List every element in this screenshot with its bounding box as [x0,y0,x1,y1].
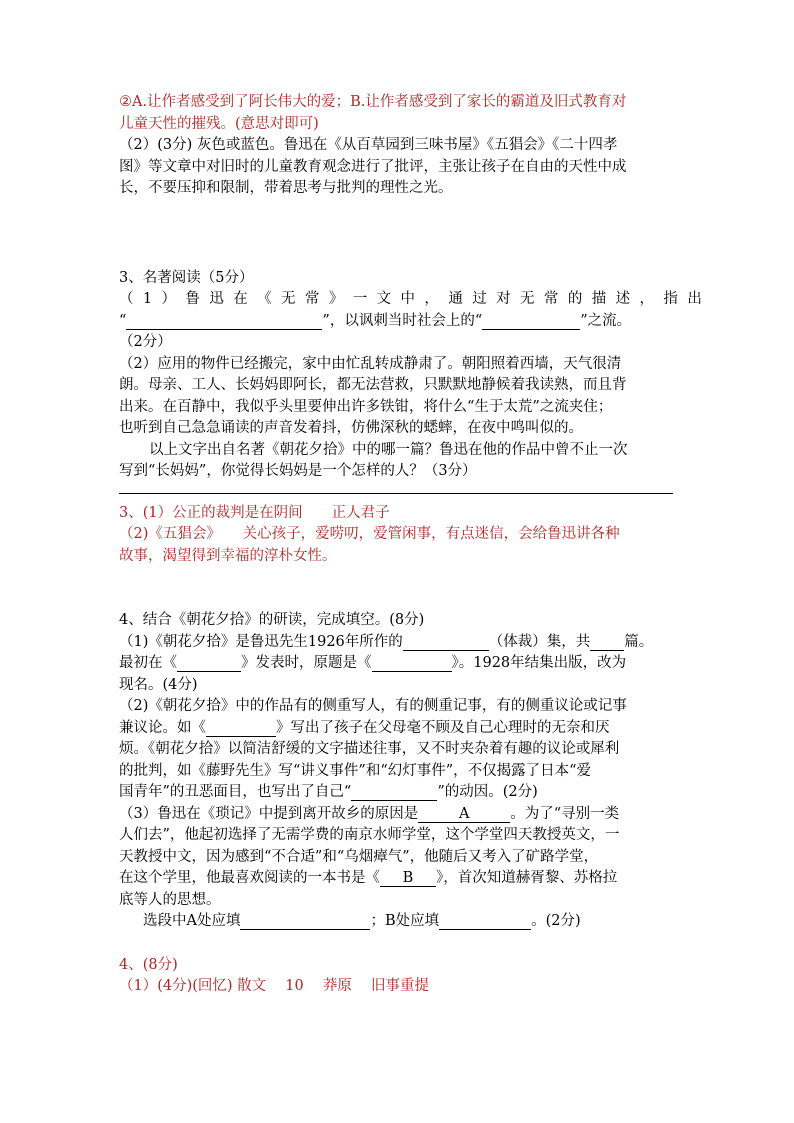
question-text: ”的动因。(2分) [437,784,538,800]
question-3 [119,268,712,503]
question-line [119,782,679,804]
answer-block-previous [119,92,679,200]
question-heading: 4、结合《朝花夕拾》的研读，完成填空。(8分) [119,612,425,628]
question-line: 写到“长妈妈”，你觉得长妈妈是一个怎样的人？（3分） [119,463,477,479]
question-text: 》写出了孩子在父母毫不顾及自己心理时的无奈和厌 [276,719,610,736]
answer-text: 正人君子 [331,504,390,521]
question-line [119,311,679,333]
blank-field[interactable] [240,914,370,930]
question-line [119,911,679,933]
question-text: 选段中A处应填 [143,913,241,929]
question-text: 》发表时，原题是《 [241,655,372,671]
quote-open: “ [119,312,127,329]
question-heading: 3、名著阅读（5分） [119,269,254,286]
answer-text: 长，不要压抑和限制，带着思考与批判的理性之光。 [119,180,453,196]
question-text: ”，以讽刺当时社会上的“ [322,312,483,329]
question-line [119,804,679,826]
answer-line [119,524,679,546]
answer-label: 3、(1）公正的裁判是在阴间 [119,504,303,521]
question-line: 也听到自己急急诵读的声音发着抖，仿佛深秋的蟋蟀，在夜中鸣叫似的。 [119,420,583,436]
answer-line [119,135,679,157]
question-line: （1）鲁迅在《无常》一文中，通过对无常的描述，指出 [119,291,712,307]
blank-field[interactable] [372,656,452,672]
blank-field[interactable] [403,635,489,651]
question-line [119,653,679,675]
blank-field[interactable] [590,635,624,651]
blank-field[interactable] [351,785,437,801]
blank-field-b[interactable]: B [380,871,436,887]
question-text: 。(2分) [531,913,581,929]
question-line: 出来。在百静中，我似乎头里要伸出许多铁钳，将什么“生于太荒”之流夹住； [119,398,613,415]
question-line: 天教授中文，因为感到“不合适”和“乌烟瘴气”，他随后又考入了矿路学堂， [119,848,599,865]
question-line: （2）应用的物件已经搬完，家中由忙乱转成静肃了。朝阳照着西墙，天气很清 [119,355,622,372]
question-text: 》，首次知道赫胥黎、苏格拉 [436,870,618,886]
answer-line [119,503,679,525]
question-line: 底等人的思想。 [119,891,221,908]
answer-rule-line[interactable] [119,493,673,503]
question-text: （3）鲁迅在《琐记》中提到离开故乡的原因是 [119,805,419,822]
question-line: 以上文字出自名著《朝花夕拾》中的哪一篇？鲁迅在他的作品中曾不止一次 [149,441,628,458]
answer-line: （1）(4分)(回忆) 散文 10 莽原 旧事重提 [119,978,429,994]
answer-text: 图》等文章中对旧时的儿童教育观念进行了批评，主张让孩子在自由的天性中成 [119,158,627,175]
answer-line: ②A.让作者感受到了阿长伟大的爱；B.让作者感受到了家长的霸道及旧式教育对 [119,94,627,110]
blank-field[interactable] [439,914,531,930]
answer-label: （2)《五猖会》 [119,526,221,542]
question-text: 》。1928年结集出版，改为 [451,655,627,671]
answer-heading: 4、(8分) [119,956,178,973]
question-text: 最初在《 [119,655,177,671]
answer-text: （2）(3分) 灰色或蓝色。鲁迅在《从百草园到三味书屋》《五猖会》《二十四孝 [119,137,618,153]
question-line [119,868,679,890]
question-line: 朗。母亲、工人、长妈妈即阿长，都无法营救，只默默地静候着我读熟，而且背 [119,377,627,393]
blank-field[interactable] [206,721,276,737]
question-line: 的批判，如《藤野先生》写“讲义事件”和“幻灯事件”，不仅揭露了日本“爱 [119,762,592,779]
blank-field-a[interactable]: A [418,807,510,823]
answer-line: 儿童天性的摧残。(意思对即可) [119,115,319,132]
answer-line [119,178,679,200]
answer-block-3 [119,503,679,568]
question-text: 兼议论。如《 [119,719,206,736]
document-page [119,92,712,998]
question-text: （体裁）集，共 [488,633,591,650]
question-text: 篇。 [624,633,654,650]
question-line: （2)《朝花夕拾》中的作品有的侧重写人，有的侧重记事，有的侧重议论或记事 [119,698,627,714]
question-line [119,718,679,740]
answer-line: 故事，渴望得到幸福的淳朴女性。 [119,547,337,564]
question-text: 在这个学里，他最喜欢阅读的一本书是《 [119,870,380,886]
answer-block-4 [119,955,679,998]
question-text: ；B处应填 [370,913,440,929]
blank-field[interactable] [177,656,241,672]
question-line: （2分） [119,334,172,350]
question-line: 现名。(4分) [119,676,198,693]
blank-field[interactable] [482,314,580,330]
question-text: 国青年”的丑恶面目，也写出了自己“ [119,784,352,800]
answer-line [119,157,679,179]
question-text: （1)《朝花夕拾》是鲁迅先生1926年所作的 [119,633,403,650]
answer-text: 关心孩子，爱唠叨，爱管闲事，有点迷信，会给鲁迅讲各种 [242,526,620,542]
question-4 [119,610,679,933]
question-line: 烦。《朝花夕拾》以简洁舒缓的文字描述往事，又不时夹杂着有趣的议论或犀利 [119,741,620,757]
question-text: 。为了“寻别一类 [510,805,620,822]
question-line [119,632,679,654]
question-text: ”之流。 [580,312,632,329]
question-line: 人们去”，他起初选择了无需学费的南京水师学堂，这个学堂四天教授英文，一 [119,827,620,843]
blank-field[interactable] [126,314,322,330]
